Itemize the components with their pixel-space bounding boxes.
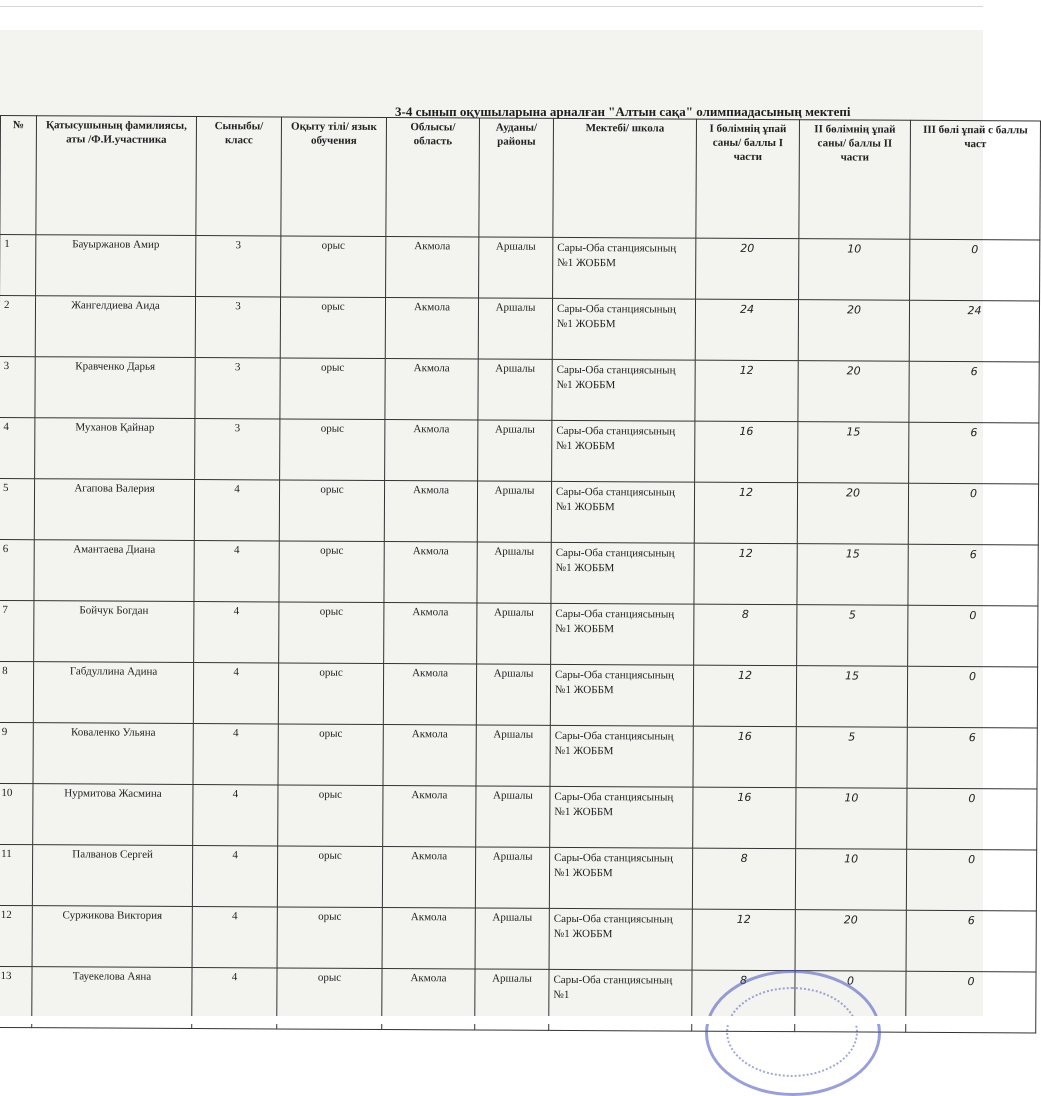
district-cell: Аршалы [478, 359, 552, 420]
language-cell: орыс [278, 663, 383, 725]
header-part1: I бөлімнің ұпай саны/ баллы I части [696, 119, 800, 239]
district-cell: Аршалы [475, 908, 549, 969]
participant-name: Амантаева Диана [34, 540, 194, 602]
part1-score: 12 [694, 482, 797, 544]
row-number: 5 [0, 478, 35, 539]
district-cell: Аршалы [479, 237, 553, 298]
school-cell: Сары-Оба станциясының №1 ЖОББМ [550, 725, 693, 787]
school-cell: Сары-Оба станциясының №1 ЖОББМ [552, 298, 695, 360]
district-cell: Аршалы [476, 786, 550, 847]
language-cell: орыс [280, 358, 385, 420]
row-number: 11 [0, 844, 33, 905]
table-header-row [0, 116, 1040, 240]
school-cell: Сары-Оба станциясының №1 [549, 969, 692, 1031]
part3-score: 6 [909, 361, 1039, 423]
class-cell: 4 [193, 785, 278, 846]
top-bar [0, 0, 983, 30]
part2-score: 20 [798, 300, 909, 362]
part1-score: 16 [693, 787, 796, 849]
participant-name: Суржикова Виктория [32, 906, 192, 968]
region-cell: Акмола [383, 664, 476, 725]
part3-score: 0 [907, 788, 1037, 850]
header-part2: II бөлімнің ұпай саны/ баллы II части [799, 120, 911, 240]
header-num: № [0, 116, 36, 235]
table-row [0, 661, 1038, 727]
row-number: 7 [0, 600, 34, 661]
class-cell: 4 [192, 907, 277, 968]
part2-score: 20 [798, 361, 909, 423]
part3-score: 0 [908, 483, 1038, 545]
row-number: 6 [0, 539, 34, 600]
district-cell: Аршалы [476, 664, 550, 725]
table-row [0, 905, 1036, 971]
table-row [0, 783, 1037, 849]
region-cell: Акмола [385, 359, 478, 420]
region-cell: Акмола [385, 298, 478, 359]
district-cell: Аршалы [477, 542, 551, 603]
language-cell: орыс [277, 968, 382, 1030]
school-cell: Сары-Оба станциясының №1 ЖОББМ [551, 603, 694, 665]
language-cell: орыс [279, 602, 384, 664]
table-row [0, 478, 1039, 544]
language-cell: орыс [280, 419, 385, 481]
class-cell: 4 [194, 480, 279, 541]
row-number: 9 [0, 722, 33, 783]
school-cell: Сары-Оба станциясының №1 ЖОББМ [553, 237, 696, 299]
part3-score: 0 [906, 971, 1036, 1033]
table-row [0, 235, 1040, 301]
part3-score: 24 [909, 300, 1039, 362]
part3-score: 6 [907, 727, 1037, 789]
row-number: 4 [0, 417, 35, 478]
row-number: 1 [0, 235, 36, 296]
header-district: Ауданы/ районы [479, 118, 554, 237]
class-cell: 4 [192, 846, 277, 907]
language-cell: орыс [279, 480, 384, 542]
district-cell: Аршалы [477, 603, 551, 664]
participant-name: Жангелдиева Аида [35, 296, 195, 358]
part1-score: 8 [694, 604, 797, 666]
part1-score: 24 [695, 299, 798, 361]
region-cell: Акмола [383, 725, 476, 786]
participant-name: Агапова Валерия [34, 479, 194, 541]
school-cell: Сары-Оба станциясының №1 ЖОББМ [550, 664, 693, 726]
class-cell: 3 [195, 419, 280, 480]
part3-score: 0 [908, 605, 1038, 667]
part2-score: 0 [795, 971, 906, 1033]
part2-score: 15 [797, 544, 908, 606]
district-cell: Аршалы [478, 298, 552, 359]
seal-stamp [705, 970, 881, 1096]
part2-score: 5 [796, 727, 907, 789]
participant-name: Кравченко Дарья [35, 357, 195, 419]
part2-score: 15 [798, 422, 909, 484]
participant-name: Коваленко Ульяна [33, 723, 193, 785]
header-language: Оқыту тілі/ язык обучения [281, 117, 387, 237]
language-cell: орыс [277, 846, 382, 908]
school-cell: Сары-Оба станциясының №1 ЖОББМ [549, 847, 692, 909]
region-cell: Акмола [384, 542, 477, 603]
district-cell: Аршалы [477, 481, 551, 542]
class-cell: 3 [195, 297, 280, 358]
part1-score: 12 [694, 543, 797, 605]
header-class: Сыныбы/класс [196, 117, 282, 236]
part1-score: 12 [692, 909, 795, 971]
part2-score: 20 [797, 483, 908, 545]
row-number: 8 [0, 661, 34, 722]
class-cell: 4 [193, 724, 278, 785]
class-cell: 3 [195, 358, 280, 419]
language-cell: орыс [277, 907, 382, 969]
school-cell: Сары-Оба станциясының №1 ЖОББМ [551, 542, 694, 604]
seal-stamp-inner [726, 987, 858, 1077]
part1-score: 16 [695, 421, 798, 483]
row-number: 13 [0, 966, 32, 1027]
document-photo [0, 30, 1028, 1024]
part1-score: 8 [692, 848, 795, 910]
table-row [0, 539, 1038, 605]
part1-score: 16 [693, 726, 796, 788]
class-cell: 4 [192, 968, 277, 1029]
part1-score: 20 [696, 238, 799, 300]
region-cell: Акмола [382, 908, 475, 969]
part3-score: 6 [909, 422, 1039, 484]
region-cell: Акмола [385, 420, 478, 481]
part3-score: 0 [907, 666, 1037, 728]
part3-score: 6 [906, 910, 1036, 972]
row-number: 3 [0, 356, 35, 417]
language-cell: орыс [278, 785, 383, 847]
region-cell: Акмола [382, 969, 475, 1030]
part3-score: 6 [908, 544, 1038, 606]
table-row [0, 844, 1037, 910]
top-bar-divider [0, 6, 983, 7]
table-row [0, 722, 1037, 788]
part2-score: 15 [796, 666, 907, 728]
participant-name: Бойчук Богдан [34, 601, 194, 663]
bottom-bar [0, 1016, 983, 1024]
participant-name: Габдуллина Адина [33, 662, 193, 724]
header-region: Облысы/ область [386, 118, 480, 237]
part1-score: 12 [693, 665, 796, 727]
region-cell: Акмола [384, 481, 477, 542]
part1-score: 12 [695, 360, 798, 422]
district-cell: Аршалы [478, 420, 552, 481]
language-cell: орыс [278, 724, 383, 786]
school-cell: Сары-Оба станциясының №1 ЖОББМ [552, 359, 695, 421]
class-cell: 4 [193, 663, 278, 724]
participant-name: Нурмитова Жасмина [33, 784, 193, 846]
district-cell: Аршалы [476, 725, 550, 786]
participant-name: Муханов Қайнар [35, 418, 195, 480]
header-school: Мектебі/ школа [553, 118, 697, 238]
part3-score: 0 [910, 239, 1040, 301]
region-cell: Акмола [383, 786, 476, 847]
participant-name: Бауыржанов Амир [36, 235, 196, 297]
part2-score: 5 [797, 605, 908, 667]
row-number: 12 [0, 905, 32, 966]
table-row [0, 296, 1040, 362]
header-part3: III бөлі ұпай с баллы част [910, 120, 1041, 240]
region-cell: Акмола [384, 603, 477, 664]
participant-name: Палванов Сергей [32, 845, 192, 907]
school-cell: Сары-Оба станциясының №1 ЖОББМ [550, 786, 693, 848]
table-row [0, 417, 1039, 483]
row-number: 10 [0, 783, 33, 844]
district-cell: Аршалы [475, 969, 549, 1030]
region-cell: Акмола [386, 237, 479, 298]
results-table [0, 115, 1041, 1033]
language-cell: орыс [279, 541, 384, 603]
school-cell: Сары-Оба станциясының №1 ЖОББМ [549, 908, 692, 970]
page-title: 3-4 сынып оқушыларына арналған "Алтын сақа" олимпиадасының мектепі [395, 104, 851, 119]
school-cell: Сары-Оба станциясының №1 ЖОББМ [552, 420, 695, 482]
part2-score: 10 [796, 788, 907, 850]
part3-score: 0 [906, 849, 1036, 911]
class-cell: 4 [194, 602, 279, 663]
region-cell: Акмола [382, 847, 475, 908]
language-cell: орыс [281, 236, 386, 298]
table-row [0, 356, 1039, 422]
district-cell: Аршалы [475, 847, 549, 908]
language-cell: орыс [280, 297, 385, 359]
part2-score: 10 [795, 849, 906, 911]
part2-score: 20 [795, 910, 906, 972]
participant-name: Тауекелова Аяна [32, 967, 192, 1029]
class-cell: 3 [196, 236, 281, 297]
school-cell: Сары-Оба станциясының №1 ЖОББМ [551, 481, 694, 543]
part2-score: 10 [799, 239, 910, 301]
part1-score: 8 [692, 970, 795, 1032]
class-cell: 4 [194, 541, 279, 602]
table-row [0, 600, 1038, 666]
header-fio: Қатысушының фамилиясы, аты /Ф.И.участника [36, 116, 197, 236]
row-number: 2 [0, 296, 36, 357]
